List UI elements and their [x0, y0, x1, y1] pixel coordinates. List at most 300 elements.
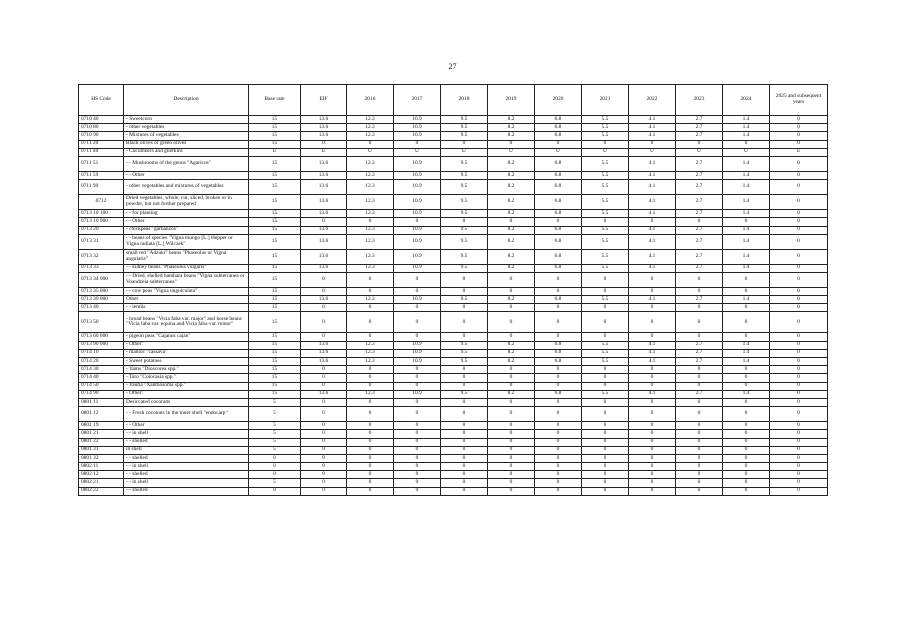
hs-code-cell: 0714 30 — [79, 366, 124, 374]
rate-cell: 0 — [582, 287, 629, 295]
rate-cell: 0 — [535, 407, 582, 422]
rate-cell: 0 — [535, 312, 582, 333]
rate-cell: 0 — [394, 407, 441, 422]
rate-cell: 0 — [301, 438, 347, 446]
rate-cell: 0 — [347, 446, 394, 454]
rate-cell: 9.5 — [441, 171, 488, 179]
rate-cell: 10.9 — [394, 226, 441, 234]
rate-cell: 0 — [629, 272, 676, 287]
rate-cell: 0 — [347, 312, 394, 333]
description-cell: - Other: — [124, 390, 249, 398]
rate-cell: 8.2 — [488, 132, 535, 140]
rate-cell: 0 — [676, 333, 723, 341]
rate-cell: 0 — [629, 140, 676, 148]
rate-cell: 0 — [394, 140, 441, 148]
column-header: 2025 and subsequent years — [770, 85, 828, 116]
rate-cell: 15 — [249, 333, 301, 341]
table-row — [79, 430, 828, 438]
rate-cell: 0 — [582, 140, 629, 148]
rate-cell: 0 — [723, 366, 770, 374]
table-row — [79, 287, 828, 295]
rate-cell: 0 — [723, 140, 770, 148]
rate-cell: 0 — [770, 438, 828, 446]
rate-cell: 15 — [249, 249, 301, 264]
rate-cell: 0 — [629, 463, 676, 471]
rate-cell: 0 — [488, 366, 535, 374]
rate-cell: 0 — [347, 218, 394, 226]
hs-code-cell: 0713 10 100 — [79, 210, 124, 218]
rate-cell: 1.4 — [723, 124, 770, 132]
table-row — [79, 454, 828, 462]
rate-cell: 15 — [249, 382, 301, 390]
rate-cell: 13.6 — [301, 171, 347, 179]
rate-cell: 15 — [249, 234, 301, 249]
rate-cell: U — [441, 148, 488, 156]
hs-code-cell: 0714 50 — [79, 382, 124, 390]
table-row — [79, 171, 828, 179]
rate-cell: 0 — [535, 140, 582, 148]
rate-cell: 0 — [441, 382, 488, 390]
description-cell: - - kidney beans "Phaseolus vulgaris" — [124, 264, 249, 272]
rate-cell: 4.1 — [629, 249, 676, 264]
description-cell: - other vegetables and mixtures of vegetables — [124, 180, 249, 195]
rate-cell: 0 — [582, 407, 629, 422]
description-cell: - - Other — [124, 422, 249, 430]
rate-cell: 12.3 — [347, 132, 394, 140]
rate-cell: 0 — [770, 358, 828, 366]
rate-cell: 0 — [347, 454, 394, 462]
description-cell: - - in shell — [124, 479, 249, 487]
rate-cell: 6.8 — [535, 349, 582, 357]
rate-cell: 6.8 — [535, 156, 582, 171]
rate-cell: 0 — [770, 287, 828, 295]
rate-cell: 0 — [770, 249, 828, 264]
table-row — [79, 349, 828, 357]
rate-cell: 0 — [582, 272, 629, 287]
rate-cell: 10.9 — [394, 249, 441, 264]
rate-cell: 15 — [249, 349, 301, 357]
rate-cell: 5 — [249, 422, 301, 430]
rate-cell: 0 — [441, 304, 488, 312]
rate-cell: 0 — [347, 304, 394, 312]
rate-cell: 0 — [770, 226, 828, 234]
rate-cell: 5.5 — [582, 116, 629, 124]
rate-cell: 8.2 — [488, 358, 535, 366]
rate-cell: 5.5 — [582, 264, 629, 272]
tariff-schedule-table — [78, 84, 828, 496]
hs-code-cell: 0713 33 — [79, 264, 124, 272]
table-row — [79, 249, 828, 264]
rate-cell: 0 — [723, 304, 770, 312]
rate-cell: 0 — [488, 382, 535, 390]
rate-cell: 0 — [582, 422, 629, 430]
rate-cell: 9.5 — [441, 124, 488, 132]
table-row — [79, 398, 828, 406]
description-cell: small red "Adzuki" beans "Phaseolus or Vigna angularis" — [124, 249, 249, 264]
hs-code-cell: 0711 59 — [79, 171, 124, 179]
rate-cell: 9.5 — [441, 195, 488, 210]
description-cell: - - shelled — [124, 454, 249, 462]
rate-cell: 13.6 — [301, 234, 347, 249]
hs-code-cell: 0801 31 — [79, 446, 124, 454]
rate-cell: 0 — [629, 218, 676, 226]
rate-cell: 0 — [770, 390, 828, 398]
rate-cell: 0 — [347, 471, 394, 479]
rate-cell: 0 — [301, 479, 347, 487]
rate-cell: 0 — [582, 446, 629, 454]
rate-cell: 0 — [770, 140, 828, 148]
rate-cell: 0 — [676, 272, 723, 287]
rate-cell: 0 — [488, 407, 535, 422]
description-cell: - Sweet potatoes — [124, 358, 249, 366]
rate-cell: 0 — [394, 430, 441, 438]
rate-cell: 0 — [394, 438, 441, 446]
rate-cell: 5.5 — [582, 226, 629, 234]
rate-cell: 0 — [394, 471, 441, 479]
rate-cell: 0 — [441, 430, 488, 438]
rate-cell: 0 — [441, 374, 488, 382]
rate-cell: 4.1 — [629, 349, 676, 357]
rate-cell: 13.6 — [301, 116, 347, 124]
rate-cell: 6.8 — [535, 180, 582, 195]
rate-cell: 13.6 — [301, 249, 347, 264]
table-row — [79, 407, 828, 422]
rate-cell: 8.2 — [488, 180, 535, 195]
rate-cell: 2.7 — [676, 296, 723, 304]
rate-cell: 0 — [770, 264, 828, 272]
rate-cell: 0 — [676, 430, 723, 438]
rate-cell: U — [488, 148, 535, 156]
rate-cell: 0 — [723, 454, 770, 462]
rate-cell: 0 — [723, 446, 770, 454]
rate-cell: 0 — [249, 487, 301, 495]
hs-code-cell: 0713 34 000 — [79, 272, 124, 287]
table-row — [79, 374, 828, 382]
hs-code-cell: 0714 40 — [79, 374, 124, 382]
rate-cell: 0 — [676, 398, 723, 406]
rate-cell: 6.8 — [535, 234, 582, 249]
rate-cell: 2.7 — [676, 358, 723, 366]
rate-cell: 0 — [301, 304, 347, 312]
rate-cell: 4.1 — [629, 226, 676, 234]
rate-cell: 0 — [535, 333, 582, 341]
rate-cell: 0 — [770, 218, 828, 226]
rate-cell: 12.3 — [347, 116, 394, 124]
rate-cell: 2.7 — [676, 171, 723, 179]
hs-code-cell: 0713 60 000 — [79, 333, 124, 341]
hs-code-cell: 0802 22 — [79, 487, 124, 495]
rate-cell: 0 — [347, 140, 394, 148]
hs-code-cell: 0801 11 — [79, 398, 124, 406]
table-row — [79, 180, 828, 195]
rate-cell: 0 — [301, 366, 347, 374]
rate-cell: U — [629, 148, 676, 156]
rate-cell: 0 — [676, 366, 723, 374]
hs-code-cell: 0801 22 — [79, 438, 124, 446]
rate-cell: 0 — [394, 398, 441, 406]
rate-cell: 1.4 — [723, 390, 770, 398]
column-header: 2016 — [347, 85, 394, 116]
rate-cell: 15 — [249, 287, 301, 295]
rate-cell: 0 — [582, 479, 629, 487]
rate-cell: 0 — [582, 471, 629, 479]
rate-cell: 4.1 — [629, 341, 676, 349]
rate-cell: 10.9 — [394, 195, 441, 210]
rate-cell: 0 — [347, 398, 394, 406]
rate-cell: 8.2 — [488, 264, 535, 272]
rate-cell: 0 — [441, 333, 488, 341]
rate-cell: 15 — [249, 390, 301, 398]
rate-cell: 0 — [770, 156, 828, 171]
rate-cell: 5.5 — [582, 296, 629, 304]
column-header: 2023 — [676, 85, 723, 116]
rate-cell: 0 — [488, 454, 535, 462]
hs-code-cell: 0713 40 — [79, 304, 124, 312]
rate-cell: 10.9 — [394, 390, 441, 398]
rate-cell: 0 — [629, 454, 676, 462]
rate-cell: 8.2 — [488, 390, 535, 398]
rate-cell: 1.4 — [723, 171, 770, 179]
rate-cell: 0 — [394, 333, 441, 341]
rate-cell: U — [347, 148, 394, 156]
rate-cell: 0 — [582, 430, 629, 438]
rate-cell: 2.7 — [676, 132, 723, 140]
rate-cell: 5.5 — [582, 195, 629, 210]
table-row — [79, 156, 828, 171]
rate-cell: 0 — [676, 374, 723, 382]
rate-cell: 0 — [676, 487, 723, 495]
rate-cell: 4.1 — [629, 358, 676, 366]
rate-cell: 0 — [770, 446, 828, 454]
rate-cell: 10.9 — [394, 264, 441, 272]
rate-cell: 1.4 — [723, 210, 770, 218]
rate-cell: 0 — [723, 218, 770, 226]
rate-cell: 0 — [582, 382, 629, 390]
rate-cell: 0 — [394, 479, 441, 487]
rate-cell: 13.6 — [301, 226, 347, 234]
rate-cell: 2.7 — [676, 210, 723, 218]
rate-cell: 0 — [394, 366, 441, 374]
rate-cell: 2.7 — [676, 180, 723, 195]
hs-code-cell: 0714 90 — [79, 390, 124, 398]
rate-cell: 10.9 — [394, 124, 441, 132]
table-row — [79, 333, 828, 341]
rate-cell: 0 — [770, 407, 828, 422]
rate-cell: 0 — [301, 218, 347, 226]
description-cell: - - in shell — [124, 430, 249, 438]
rate-cell: 5.5 — [582, 132, 629, 140]
hs-code-cell: 0712 — [79, 195, 124, 210]
description-cell: - Sweetcorn — [124, 116, 249, 124]
rate-cell: 15 — [249, 312, 301, 333]
table-row — [79, 438, 828, 446]
rate-cell: 0 — [301, 463, 347, 471]
rate-cell: 9.5 — [441, 226, 488, 234]
rate-cell: 12.3 — [347, 249, 394, 264]
rate-cell: 0 — [535, 218, 582, 226]
description-cell: in shell — [124, 446, 249, 454]
rate-cell: 0 — [488, 287, 535, 295]
description-cell: - - in shell — [124, 463, 249, 471]
rate-cell: 0 — [347, 463, 394, 471]
description-cell: - other vegetables — [124, 124, 249, 132]
table-row — [79, 218, 828, 226]
rate-cell: 0 — [770, 487, 828, 495]
rate-cell: 15 — [249, 374, 301, 382]
column-header: 2018 — [441, 85, 488, 116]
description-cell: - Other: — [124, 341, 249, 349]
rate-cell: 0 — [249, 471, 301, 479]
rate-cell: 0 — [347, 272, 394, 287]
rate-cell: 0 — [535, 287, 582, 295]
rate-cell: 0 — [488, 272, 535, 287]
description-cell: - - shelled — [124, 471, 249, 479]
table-row — [79, 116, 828, 124]
rate-cell: 0 — [770, 272, 828, 287]
rate-cell: 0 — [301, 407, 347, 422]
rate-cell: 0 — [301, 487, 347, 495]
rate-cell: 2.7 — [676, 124, 723, 132]
rate-cell: 0 — [488, 304, 535, 312]
rate-cell: U — [301, 148, 347, 156]
rate-cell: 8.2 — [488, 341, 535, 349]
rate-cell: 0 — [723, 422, 770, 430]
rate-cell: 0 — [535, 272, 582, 287]
rate-cell: 15 — [249, 210, 301, 218]
rate-cell: 8.2 — [488, 195, 535, 210]
hs-code-cell: 0711 90 — [79, 180, 124, 195]
rate-cell: U — [394, 148, 441, 156]
rate-cell: 15 — [249, 171, 301, 179]
rate-cell: 12.3 — [347, 156, 394, 171]
rate-cell: 15 — [249, 304, 301, 312]
rate-cell: 0 — [676, 304, 723, 312]
rate-cell: 0 — [394, 382, 441, 390]
table-row — [79, 479, 828, 487]
rate-cell: 0 — [676, 422, 723, 430]
rate-cell: 5.5 — [582, 341, 629, 349]
rate-cell: 0 — [723, 430, 770, 438]
rate-cell: 4.1 — [629, 124, 676, 132]
rate-cell: 6.8 — [535, 390, 582, 398]
rate-cell: 0 — [347, 479, 394, 487]
rate-cell: U — [249, 148, 301, 156]
description-cell: Other — [124, 296, 249, 304]
rate-cell: 6.8 — [535, 296, 582, 304]
rate-cell: 0 — [582, 333, 629, 341]
rate-cell: 0 — [488, 463, 535, 471]
rate-cell: 5 — [249, 438, 301, 446]
rate-cell: 4.1 — [629, 264, 676, 272]
rate-cell: 0 — [629, 382, 676, 390]
rate-cell: 1.4 — [723, 349, 770, 357]
description-cell: - - Other — [124, 218, 249, 226]
table-header-row — [79, 85, 828, 116]
rate-cell: 8.2 — [488, 234, 535, 249]
rate-cell: 13.6 — [301, 156, 347, 171]
rate-cell: 10.9 — [394, 341, 441, 349]
rate-cell: 0 — [629, 407, 676, 422]
rate-cell: 0 — [394, 287, 441, 295]
rate-cell: 10.9 — [394, 349, 441, 357]
rate-cell: U — [770, 148, 828, 156]
rate-cell: 4.1 — [629, 156, 676, 171]
rate-cell: 0 — [676, 446, 723, 454]
description-cell: - - Fresh coconuts in the inner shell "endocarp" — [124, 407, 249, 422]
rate-cell: 9.5 — [441, 358, 488, 366]
rate-cell: 0 — [301, 287, 347, 295]
table-row — [79, 234, 828, 249]
table-row — [79, 446, 828, 454]
hs-code-cell: 0711 51 — [79, 156, 124, 171]
rate-cell: 15 — [249, 272, 301, 287]
rate-cell: 0 — [488, 312, 535, 333]
rate-cell: 5.5 — [582, 358, 629, 366]
rate-cell: 6.8 — [535, 264, 582, 272]
rate-cell: 0 — [770, 171, 828, 179]
table-row — [79, 304, 828, 312]
rate-cell: 15 — [249, 296, 301, 304]
rate-cell: 5 — [249, 479, 301, 487]
rate-cell: 0 — [488, 333, 535, 341]
rate-cell: 10.9 — [394, 234, 441, 249]
rate-cell: 6.8 — [535, 249, 582, 264]
rate-cell: 5.5 — [582, 124, 629, 132]
hs-code-cell: 0710 90 — [79, 132, 124, 140]
rate-cell: 4.1 — [629, 210, 676, 218]
rate-cell: 1.4 — [723, 180, 770, 195]
table-row — [79, 487, 828, 495]
rate-cell: 15 — [249, 358, 301, 366]
rate-cell: 0 — [629, 479, 676, 487]
rate-cell: 0 — [394, 446, 441, 454]
rate-cell: 1.4 — [723, 358, 770, 366]
rate-cell: 2.7 — [676, 249, 723, 264]
rate-cell: 0 — [301, 374, 347, 382]
rate-cell: 0 — [301, 422, 347, 430]
table-row — [79, 226, 828, 234]
hs-code-cell: 0713 90 000 — [79, 341, 124, 349]
rate-cell: 12.3 — [347, 226, 394, 234]
rate-cell: 0 — [488, 487, 535, 495]
rate-cell: 0 — [394, 218, 441, 226]
rate-cell: 8.2 — [488, 116, 535, 124]
rate-cell: 0 — [249, 454, 301, 462]
hs-code-cell: 0713 20 — [79, 226, 124, 234]
rate-cell: 0 — [488, 218, 535, 226]
rate-cell: 0 — [441, 446, 488, 454]
rate-cell: 12.3 — [347, 234, 394, 249]
rate-cell: 0 — [488, 438, 535, 446]
rate-cell: 0 — [676, 454, 723, 462]
rate-cell: 0 — [676, 471, 723, 479]
rate-cell: 0 — [629, 438, 676, 446]
rate-cell: 0 — [629, 487, 676, 495]
rate-cell: 0 — [770, 463, 828, 471]
rate-cell: 5.5 — [582, 234, 629, 249]
rate-cell: 0 — [394, 374, 441, 382]
rate-cell: 0 — [723, 272, 770, 287]
hs-code-cell: 0713 35 000 — [79, 287, 124, 295]
hs-code-cell: 0713 39 000 — [79, 296, 124, 304]
rate-cell: 0 — [347, 374, 394, 382]
rate-cell: U — [723, 148, 770, 156]
hs-code-cell: 0801 19 — [79, 422, 124, 430]
rate-cell: 6.8 — [535, 210, 582, 218]
rate-cell: 10.9 — [394, 180, 441, 195]
rate-cell: 6.8 — [535, 195, 582, 210]
rate-cell: 15 — [249, 226, 301, 234]
